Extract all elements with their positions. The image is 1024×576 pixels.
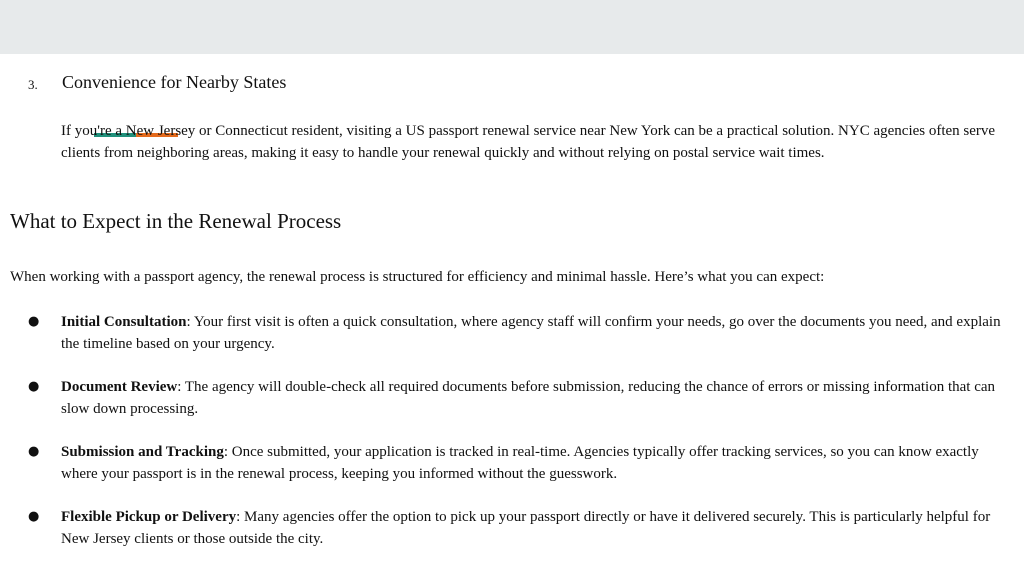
bullet-description: : Your first visit is often a quick consultation, where agency staff will confirm your needs, go over the documents you need, and explain the timeline based on your urgency.: [61, 314, 1001, 352]
bullet-icon: ●: [28, 509, 40, 524]
bullet-icon: ●: [28, 444, 40, 459]
bullet-text: [61, 312, 1006, 355]
bullet-description: : Many agencies offer the option to pick up your passport directly or have it delivered securely. This is particularly helpful for New Jersey clients or those outside the city.: [61, 509, 991, 547]
bullet-term: Document Review: [61, 379, 178, 395]
list-item-paragraph: If you're a New Jersey or Connecticut resident, visiting a US passport renewal service near New York can be a practical solution. NYC agencies often serve clients from neighboring areas, making it easy to handle your renewal quickly and without relying on postal service wait times.: [61, 123, 996, 161]
bullet-term: Initial Consultation: [61, 314, 187, 330]
bullet-description: : Once submitted, your application is tracked in real-time. Agencies typically offer tracking services, so you can know exactly where your passport is in the renewal process, keeping you informed without the guesswork.: [61, 444, 979, 482]
list-number: 3.: [28, 77, 38, 92]
section-intro: When working with a passport agency, the renewal process is structured for efficiency and minimal hassle. Here’s what you can expect:: [10, 269, 825, 285]
list-item-title: Convenience for Nearby States: [62, 72, 287, 92]
bullet-term: Flexible Pickup or Delivery: [61, 509, 237, 525]
bullet-description: : The agency will double-check all required documents before submission, reducing the chance of errors or missing information that can slow down processing.: [61, 379, 996, 417]
bullet-icon: ●: [28, 379, 40, 394]
bullet-text: [61, 442, 1006, 485]
top-band: [0, 0, 1024, 54]
bullet-text: [61, 507, 1006, 550]
bullet-icon: ●: [28, 314, 40, 329]
bullet-term: Submission and Tracking: [61, 444, 224, 460]
bullet-text: [61, 377, 1006, 420]
section-heading: What to Expect in the Renewal Process: [10, 209, 342, 233]
